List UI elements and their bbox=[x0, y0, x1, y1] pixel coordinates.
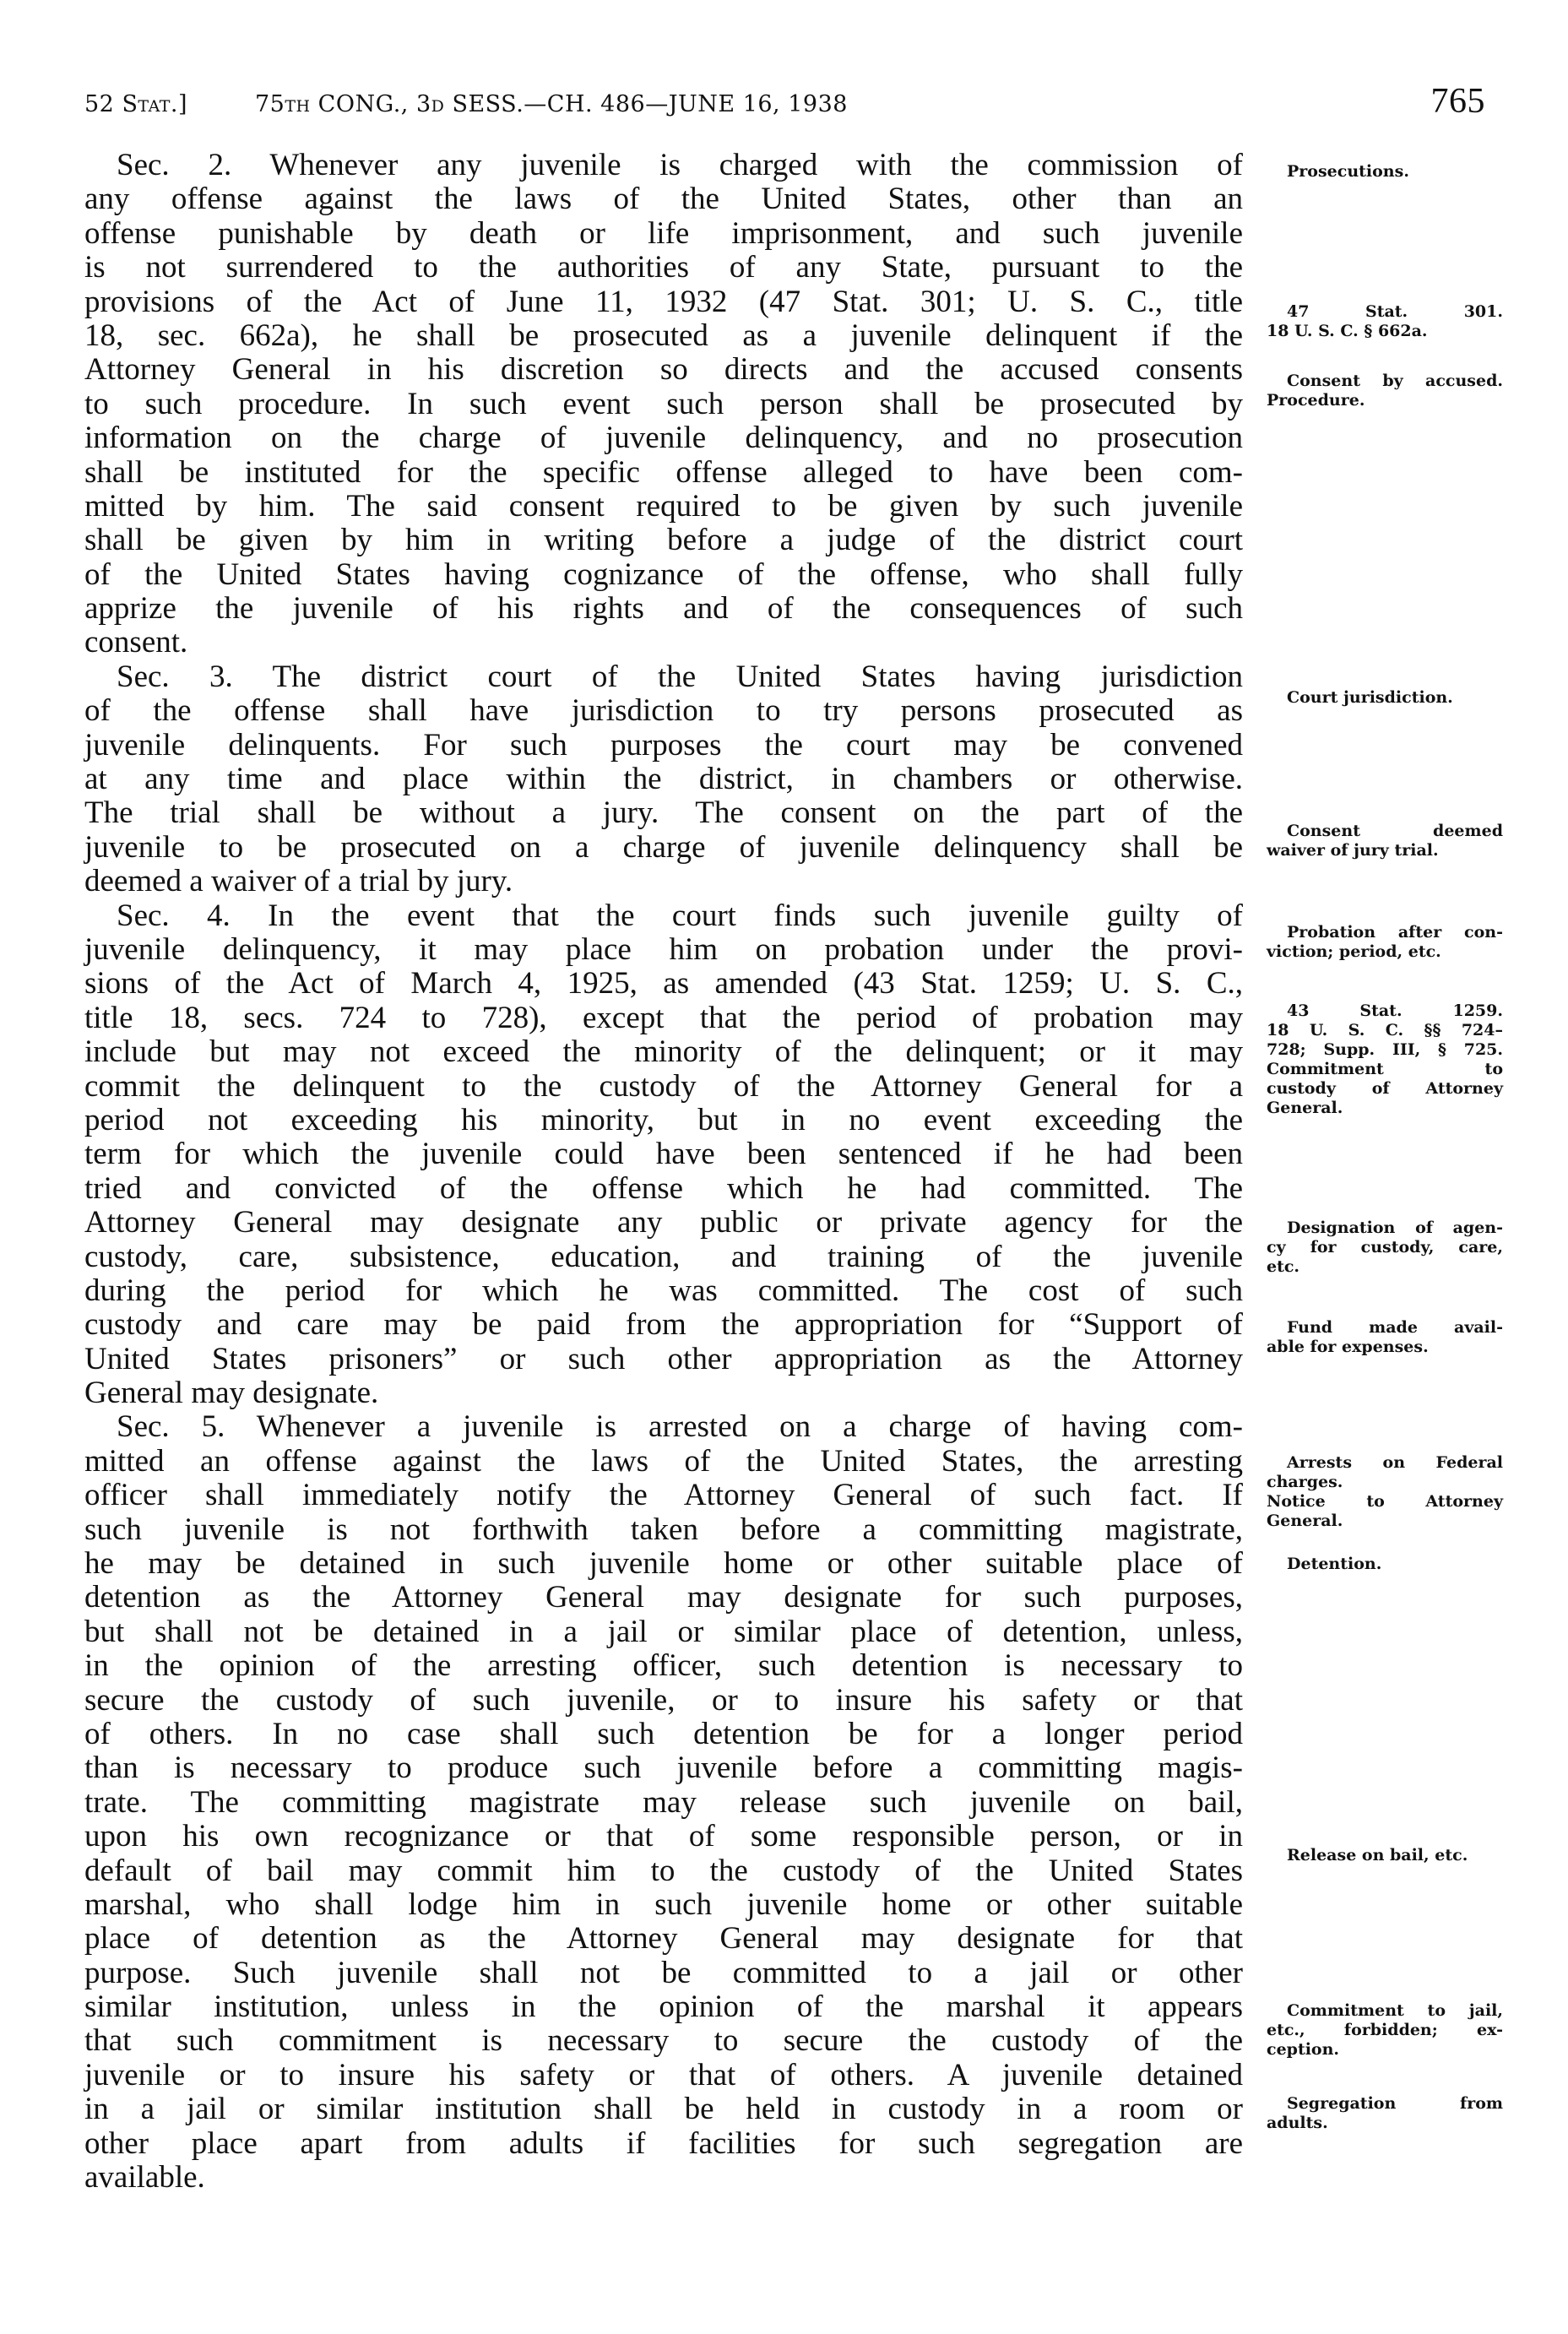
margin-note bbox=[1267, 1555, 1503, 1574]
body-line: provisions of the Act of June 11, 1932 (47 Stat. 301; U. S. C., title bbox=[84, 284, 1243, 319]
margin-note bbox=[1267, 2001, 1503, 2060]
body-line: but shall not be detained in a jail or similar place of detention, unless, bbox=[84, 1614, 1243, 1649]
margin-note-line: Consent deemed bbox=[1287, 822, 1503, 840]
body-line: The trial shall be without a jury. The consent on the part of the bbox=[84, 795, 1243, 831]
margin-note-line: Consent by accused. bbox=[1287, 372, 1503, 390]
body-line: term for which the juvenile could have been sentenced if he had been bbox=[84, 1137, 1243, 1172]
body-line: shall be instituted for the specific offense alleged to have been com- bbox=[84, 454, 1243, 490]
margin-note bbox=[1267, 1219, 1503, 1277]
margin-note-line: charges. bbox=[1267, 1473, 1343, 1491]
body-line: officer shall immediately notify the Attorney General of such fact. If bbox=[84, 1478, 1243, 1513]
body-line: of the United States having cognizance of the offense, who shall fully bbox=[84, 556, 1243, 592]
margin-note-line: 18 U. S. C. § 662a. bbox=[1267, 322, 1428, 340]
body-line: tried and convicted of the offense which he had committed. The bbox=[84, 1170, 1243, 1206]
margin-note-line: ception. bbox=[1267, 2040, 1340, 2059]
margin-note-line: 18 U. S. C. §§ 724– bbox=[1267, 1021, 1503, 1039]
body-line: juvenile delinquents. For such purposes the court may be convened bbox=[84, 727, 1243, 763]
margin-note bbox=[1267, 2094, 1503, 2133]
body-line: such juvenile is not forthwith taken before a committing magistrate, bbox=[84, 1512, 1243, 1547]
body-line: that such commitment is necessary to secure the custody of the bbox=[84, 2023, 1243, 2059]
body-line: purpose. Such juvenile shall not be committed to a jail or other bbox=[84, 1955, 1243, 1990]
margin-note-line: etc. bbox=[1267, 1257, 1300, 1276]
body-line: offense punishable by death or life imprisonment, and such juvenile bbox=[84, 215, 1243, 251]
body-line: consent. bbox=[84, 625, 188, 660]
body-line: similar institution, unless in the opinion of the marshal it appears bbox=[84, 1989, 1243, 2025]
margin-note-line: Notice to Attorney bbox=[1267, 1492, 1503, 1511]
body-line: commit the delinquent to the custody of the Attorney General for a bbox=[84, 1068, 1243, 1104]
body-line: detention as the Attorney General may designate for such purposes, bbox=[84, 1580, 1243, 1615]
margin-note bbox=[1267, 1846, 1503, 1865]
body-line: of others. In no case shall such detention be for a longer period bbox=[84, 1716, 1243, 1751]
body-line: is not surrendered to the authorities of any State, pursuant to the bbox=[84, 250, 1243, 285]
body-line: upon his own recognizance or that of some responsible person, or in bbox=[84, 1819, 1243, 1854]
margin-note-line: Arrests on Federal bbox=[1287, 1453, 1503, 1472]
margin-note-line: Fund made avail- bbox=[1287, 1318, 1503, 1337]
body-line: United States prisoners” or such other appropriation as the Attorney bbox=[84, 1341, 1243, 1376]
body-line: apprize the juvenile of his rights and of the consequences of such bbox=[84, 591, 1243, 627]
margin-note-line: General. bbox=[1267, 1512, 1343, 1530]
body-line: in the opinion of the arresting officer, such detention is necessary to bbox=[84, 1648, 1243, 1684]
margin-note bbox=[1267, 1001, 1503, 1118]
statute-body-text bbox=[84, 149, 1243, 2195]
running-head: 75th CONG., 3d SESS.—CH. 486—JUNE 16, 1938 bbox=[255, 91, 848, 117]
body-line: at any time and place within the district, in chambers or otherwise. bbox=[84, 762, 1243, 797]
margin-note-line: General. bbox=[1267, 1099, 1343, 1117]
body-line: secure the custody of such juvenile, or to insure his safety or that bbox=[84, 1682, 1243, 1718]
body-line: mitted by him. The said consent required to be given by such juvenile bbox=[84, 488, 1243, 524]
body-line: include but may not exceed the minority of the delinquent; or it may bbox=[84, 1034, 1243, 1070]
body-line: Attorney General may designate any public or private agency for the bbox=[84, 1205, 1243, 1240]
body-line: available. bbox=[84, 2160, 205, 2196]
body-line: of the offense shall have jurisdiction to try persons prosecuted as bbox=[84, 693, 1243, 729]
margin-note bbox=[1267, 822, 1503, 860]
margin-note-line: etc., forbidden; ex- bbox=[1267, 2021, 1503, 2039]
margin-note-line: Release on bail, etc. bbox=[1287, 1846, 1468, 1864]
body-line: custody and care may be paid from the appropriation for “Support of bbox=[84, 1307, 1243, 1343]
body-line: juvenile or to insure his safety or that of others. A juvenile detained bbox=[84, 2057, 1243, 2092]
section-first-line: Sec. 5. Whenever a juvenile is arrested on a charge of having com- bbox=[117, 1409, 1243, 1445]
volume-citation: 52 Stat.] bbox=[84, 91, 188, 117]
section-first-line: Sec. 2. Whenever any juvenile is charged with the commission of bbox=[117, 148, 1243, 182]
body-line: during the period for which he was committed. The cost of such bbox=[84, 1273, 1243, 1308]
margin-note bbox=[1267, 1453, 1503, 1531]
margin-note-line: Segregation from bbox=[1287, 2094, 1503, 2113]
body-line: he may be detained in such juvenile home or other suitable place of bbox=[84, 1546, 1243, 1582]
body-line: sions of the Act of March 4, 1925, as amended (43 Stat. 1259; U. S. C., bbox=[84, 966, 1243, 1001]
page-number: 765 bbox=[1430, 82, 1485, 121]
body-line: Attorney General in his discretion so directs and the accused consents bbox=[84, 352, 1243, 388]
margin-note-line: Procedure. bbox=[1267, 391, 1365, 410]
body-line: title 18, secs. 724 to 728), except that the period of probation may bbox=[84, 1000, 1243, 1035]
margin-note-line: able for expenses. bbox=[1267, 1338, 1429, 1356]
body-line: juvenile to be prosecuted on a charge of juvenile delinquency shall be bbox=[84, 829, 1243, 865]
body-line: marshal, who shall lodge him in such juvenile home or other suitable bbox=[84, 1886, 1243, 1922]
body-line: information on the charge of juvenile delinquency, and no prosecution bbox=[84, 421, 1243, 456]
margin-note-line: Detention. bbox=[1287, 1555, 1382, 1573]
margin-note-line: 43 Stat. 1259. bbox=[1287, 1001, 1503, 1020]
margin-note-line: waiver of jury trial. bbox=[1267, 841, 1439, 860]
margin-note-line: 728; Supp. III, § 725. bbox=[1267, 1040, 1503, 1059]
margin-note-line: 47 Stat. 301. bbox=[1287, 302, 1503, 321]
section-first-line: Sec. 4. In the event that the court finds such juvenile guilty of bbox=[117, 898, 1243, 933]
body-line: to such procedure. In such event such person shall be prosecuted by bbox=[84, 386, 1243, 421]
body-line: juvenile delinquency, it may place him on probation under the provi- bbox=[84, 931, 1243, 967]
body-line: shall be given by him in writing before a judge of the district court bbox=[84, 523, 1243, 558]
body-line: in a jail or similar institution shall be held in custody in a room or bbox=[84, 2092, 1243, 2127]
margin-note-line: Designation of agen- bbox=[1287, 1219, 1503, 1237]
body-line: trate. The committing magistrate may release such juvenile on bail, bbox=[84, 1784, 1243, 1820]
body-line: than is necessary to produce such juvenile before a committing magis- bbox=[84, 1750, 1243, 1786]
margin-note-line: Court jurisdiction. bbox=[1287, 688, 1453, 707]
margin-note bbox=[1267, 302, 1503, 341]
body-line: General may designate. bbox=[84, 1376, 379, 1411]
margin-note-line: Commitment to bbox=[1267, 1060, 1503, 1078]
body-line: 18, sec. 662a), he shall be prosecuted as a juvenile delinquent if the bbox=[84, 318, 1243, 353]
body-line: place of detention as the Attorney General may designate for that bbox=[84, 1921, 1243, 1957]
margin-note-line: cy for custody, care, bbox=[1267, 1238, 1503, 1257]
body-line: custody, care, subsistence, education, and training of the juvenile bbox=[84, 1239, 1243, 1274]
margin-note bbox=[1267, 372, 1503, 410]
body-line: mitted an offense against the laws of the United States, the arresting bbox=[84, 1443, 1243, 1479]
body-line: deemed a waiver of a trial by jury. bbox=[84, 864, 513, 899]
margin-note-line: viction; period, etc. bbox=[1267, 942, 1441, 961]
margin-note bbox=[1267, 688, 1503, 708]
margin-note-line: custody of Attorney bbox=[1267, 1079, 1503, 1098]
margin-note-line: adults. bbox=[1267, 2114, 1328, 2132]
margin-note-line: Prosecutions. bbox=[1287, 162, 1409, 181]
body-line: default of bail may commit him to the custody of the United States bbox=[84, 1853, 1243, 1888]
margin-note-line: Commitment to jail, bbox=[1287, 2001, 1503, 2020]
section-first-line: Sec. 3. The district court of the United States having jurisdiction bbox=[117, 659, 1243, 694]
margin-note bbox=[1267, 923, 1503, 962]
margin-note bbox=[1267, 1318, 1503, 1357]
body-line: period not exceeding his minority, but in no event exceeding the bbox=[84, 1102, 1243, 1137]
margin-note bbox=[1267, 162, 1503, 182]
body-line: other place apart from adults if facilities for such segregation are bbox=[84, 2125, 1243, 2161]
margin-note-line: Probation after con- bbox=[1287, 923, 1503, 942]
body-line: any offense against the laws of the United States, other than an bbox=[84, 182, 1243, 217]
